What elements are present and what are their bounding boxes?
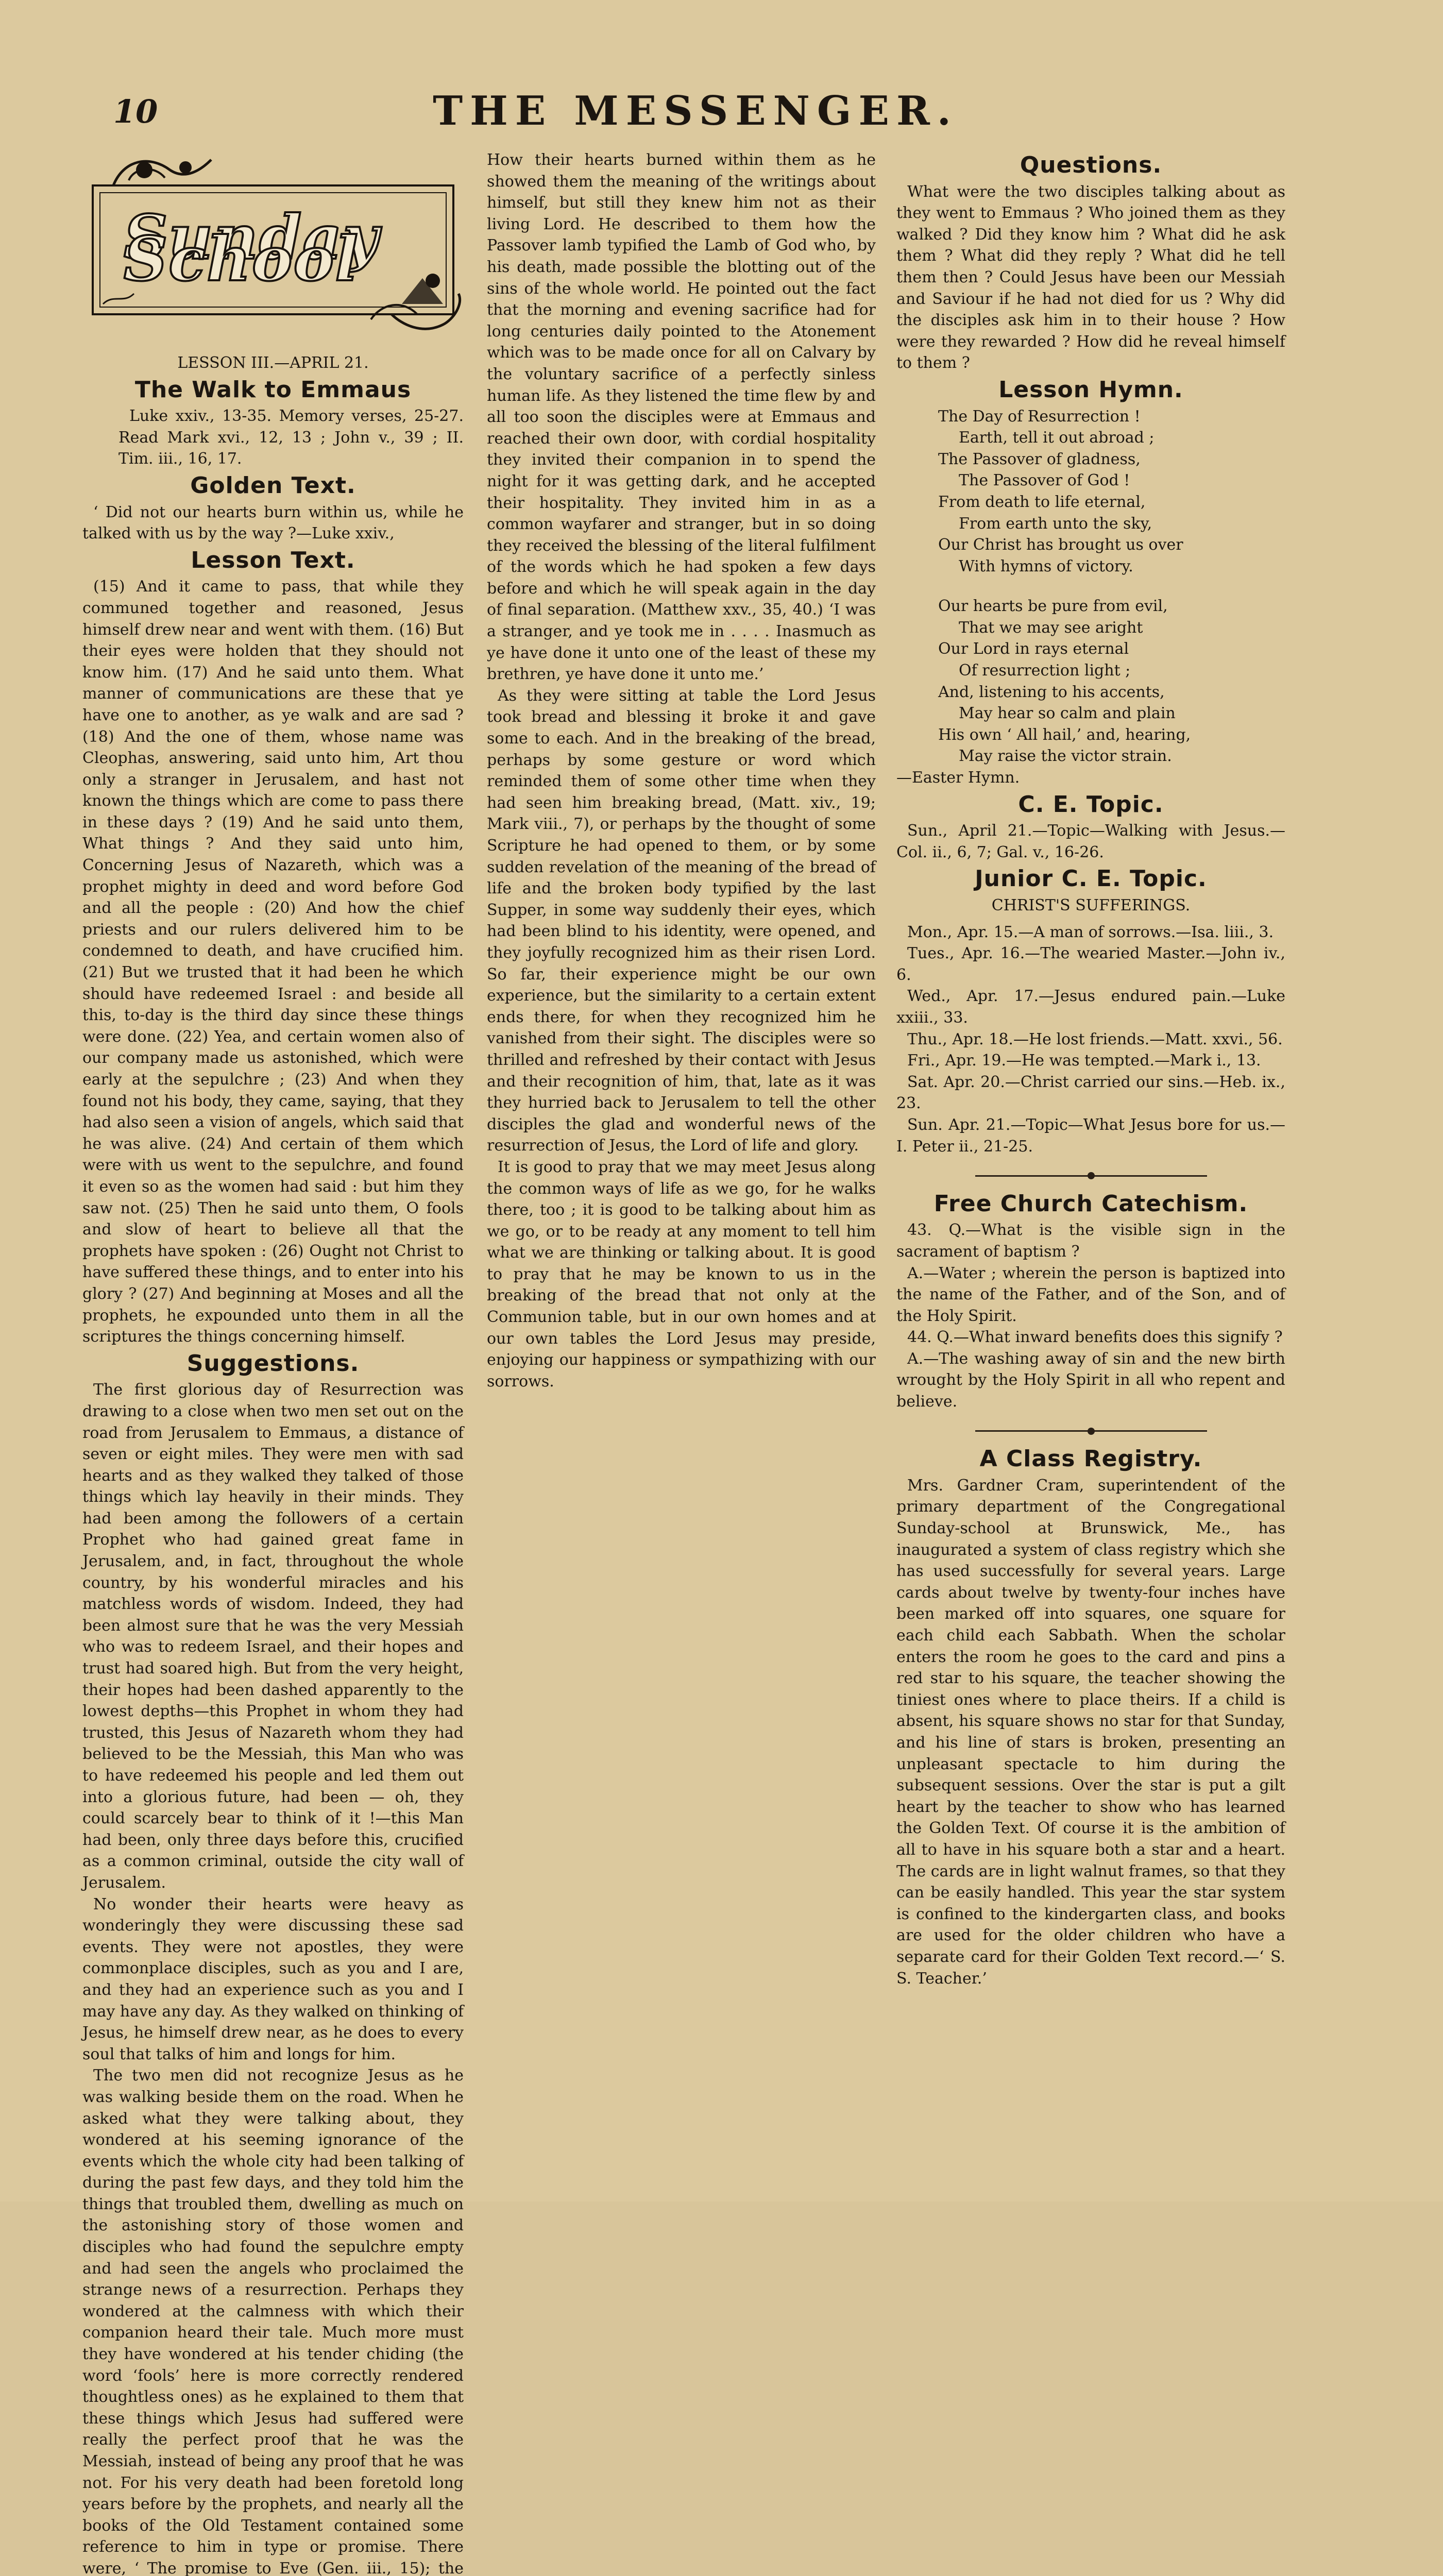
lesson-references: Luke xxiv., 13-35. Memory verses, 25-27. Read Mark xvi., 12, 13 ; John v., 39 ; II. Tim. iii., 16, 17. — [118, 407, 464, 468]
hymn-line: The Passover of gladness, — [938, 450, 1141, 468]
junior-topic-item: Mon., Apr. 15.—A man of sorrows.—Isa. liii., 3. — [907, 923, 1274, 941]
junior-topic-item: Fri., Apr. 19.—He was tempted.—Mark i., 13. — [907, 1052, 1261, 1070]
hymn-line: From earth unto the sky, — [959, 514, 1152, 533]
catechism-item: A.—Water ; wherein the person is baptized into the name of the Father, and of the Son, and of the Holy Spirit. — [896, 1264, 1285, 1325]
column-1 — [82, 149, 464, 2576]
catechism-title: Free Church Catechism. — [933, 1190, 1248, 1217]
hymn-title: Lesson Hymn. — [998, 376, 1183, 403]
junior-topic-item: Wed., Apr. 17.—Jesus endured pain.—Luke xxiii., 33. — [896, 987, 1285, 1027]
hymn-line: From death to life eternal, — [938, 493, 1146, 511]
suggestions-paragraph: As they were sitting at table the Lord Jesus took bread and blessing it broke it and gave some to each. And in the breaking of the bread, perhaps by some gesture or word which reminded them of some other time when they had seen him breaking bread, (Matt. xiv., 19; Mark viii., 7), or perhaps by the thought of some Scripture he had opened to them, or by some sudden revelation of the meaning of the bread of life and the broken body typified by the last Supper, in some way suddenly their eyes, which had been blind to his identity, were opened, and they joyfully recognized him as their risen Lord. So far, their experience might be our own experience, but the similarity to a certain extent ends there, for when they recognized him he vanished from their sight. The disciples were so thrilled and refreshed by their contact with Jesus and their recognition of him, that, late as it was they hurried back to Jerusalem to tell the other disciples the glad and wonderful news of the resurrection of Jesus, the Lord of life and glory. — [487, 686, 876, 1155]
sunday-school-logo — [82, 149, 474, 345]
catechism-item: A.—The washing away of sin and the new birth wrought by the Holy Spirit in all who repent and believe. — [896, 1349, 1285, 1411]
golden-text-title: Golden Text. — [190, 472, 356, 499]
lesson-text: (15) And it came to pass, that while they communed together and reasoned, Jesus himself drew near and went with them. (16) But their eyes were holden that they should not know him. (17) And he said unto them. What manner of communications are these that ye have one to another, as ye walk and are sad ? (18) And the one of them, whose name was Cleophas, answering, said unto him, Art thou only a stranger in Jerusalem, and hast not known the things which are come to pass there in these days ? (19) And he said unto them, What things ? And they said unto him, Concerning Jesus of Nazareth, which was a prophet mighty in deed and word before God and all the people : (20) And how the chief priests and our rulers delivered him to be condemned to death, and have crucified him. (21) But we trusted that it had been he which should have redeemed Israel : and beside all this, to-day is the third day since these things were done. (22) Yea, and certain women also of our company made us astonished, which were early at the sepulchre ; (23) And when they found not his body, they came, saying, that they had also seen a vision of angels, which said that he was alive. (24) And certain of them which were with us went to the sepulchre, and found it even so as the women had said : but him they saw not. (25) Then he said unto them, O fools and slow of heart to believe all that the prophets have spoken : (26) Ought not Christ to have suffered these things, and to enter into his glory ? (27) And beginning at Moses and all the prophets, he expounded unto them in all the scriptures the things concerning himself. — [82, 578, 464, 1346]
catechism-item: 44. Q.—What inward benefits does this signify ? — [907, 1328, 1283, 1347]
hymn-line: Our hearts be pure from evil, — [938, 597, 1168, 616]
hymn-line: The Day of Resurrection ! — [938, 407, 1141, 426]
registry-title: A Class Registry. — [979, 1446, 1202, 1472]
ce-topic-text: Sun., April 21.—Topic—Walking with Jesus.—Col. ii., 6, 7; Gal. v., 16-26. — [896, 822, 1285, 861]
page-number: 10 — [113, 93, 158, 130]
junior-topic-item: Thu., Apr. 18.—He lost friends.—Matt. xxvi., 56. — [907, 1030, 1283, 1048]
suggestions-paragraph: It is good to pray that we may meet Jesus along the common ways of life as we go, for he walks there, too ; it is good to be talking about him as we go, or to be ready at any moment to tell him what we are thinking or talking about. It is good to pray that he may be known to us in the breaking of the bread that not only at the Communion table, but in our own homes and at our own tables the Lord Jesus may preside, enjoying our happiness or sympathizing with our sorrows. — [487, 1158, 876, 1391]
hymn-line: May raise the victor strain. — [959, 747, 1172, 766]
suggestions-paragraph: The two men did not recognize Jesus as he was walking beside them on the road. When he asked what they were talking about, they wondered at his seeming ignorance of the events which the whole city had been talking of during the past few days, and they told him the things that troubled them, dwelling as much on the astonishing story of those women and disciples who had found the sepulchre empty and had seen the angels who proclaimed the strange news of a resurrection. Perhaps they wondered at the calmness with which their companion heard their tale. Much more must they have wondered at his tender chiding (the word ‘fools’ here is more correctly rendered thoughtless ones) as he explained to them that these things which Jesus had suffered were really the perfect proof that he was the Messiah, instead of being any proof that he was not. For his very death had been foretold long years before by the prophets, and nearly all the books of the Old Testament contained some reference to him in type or promise. There were, ‘ The promise to Eve (Gen. iii., 15); the — [82, 2066, 464, 2576]
hymn-line: His own ‘ All hail,’ and, hearing, — [938, 725, 1191, 744]
hymn-line: That we may see aright — [959, 618, 1143, 637]
junior-topic-title: Junior C. E. Topic. — [975, 866, 1207, 892]
junior-topic-item: Sat. Apr. 20.—Christ carried our sins.—Heb. ix., 23. — [896, 1073, 1285, 1113]
hymn-line: Our Lord in rays eternal — [938, 640, 1129, 658]
column-3 — [896, 149, 1285, 1989]
hymn-line: May hear so calm and plain — [959, 704, 1176, 723]
logo-text: Sunday School — [124, 201, 380, 295]
suggestions-paragraph: No wonder their hearts were heavy as wonderingly they were discussing these sad events. They were not apostles, they were commonplace disciples, such as you and I are, and they had an experience such as you and I may have any day. As they walked on thinking of Jesus, he himself drew near, as he does to every soul that talks of him and longs for him. — [82, 1895, 464, 2063]
hymn-line: Of resurrection light ; — [959, 662, 1131, 680]
page-header — [103, 88, 1288, 134]
lesson-text-title: Lesson Text. — [191, 547, 355, 573]
hymn-line: Earth, tell it out abroad ; — [959, 429, 1155, 447]
section-divider — [896, 1420, 1285, 1442]
junior-topic-subtitle: CHRIST'S SUFFERINGS. — [991, 896, 1191, 914]
suggestions-title: Suggestions. — [186, 1350, 360, 1377]
lesson-number-date: LESSON III.—APRIL 21. — [177, 354, 369, 372]
suggestions-paragraph: How their hearts burned within them as he showed them the meaning of the writings about himself, but still they knew him not as their living Lord. He described to them how the Passover lamb typified the Lamb of God who, by his death, made possible the blotting out of the sins of the whole world. He pointed out the fact that the morning and evening sacrifice had for long centuries daily pointed to the Atonement which was to be made once for all on Calvary by the voluntary sacrifice of a perfectly sinless human life. As they listened the time flew by and all too soon the disciples were at Emmaus and reached their own door, with cordial hospitality they invited their companion in to spend the night for it was getting dark, and he accepted their hospitality. They invited him in as a common wayfarer and stranger, but in so doing they received the blessing of the literal fulfilment of the words which he had spoken a few days before and which he will speak again in the day of final separation. (Matthew xxv., 35, 40.) ‘I was a stranger, and ye took me in . . . . Inasmuch as ye have done it unto one of the least of these my brethren, ye have done it unto me.’ — [487, 151, 876, 684]
junior-topic-item: Tues., Apr. 16.—The wearied Master.—John iv., 6. — [896, 944, 1285, 984]
hymn-attribution: —Easter Hymn. — [896, 769, 1020, 787]
questions-text: What were the two disciples talking about as they went to Emmaus ? Who joined them as they walked ? Did they know him ? What did he ask them ? What did they reply ? What did he tell them then ? Could Jesus have been our Messiah and Saviour if he had not died for us ? Why did the disciples ask him in to their house ? How were they rewarded ? How did he reveal himself to them ? — [896, 182, 1285, 372]
golden-text: ‘ Did not our hearts burn within us, while he talked with us by the way ?—Luke xxiv., — [82, 503, 464, 543]
section-divider — [896, 1164, 1285, 1186]
lesson-title: The Walk to Emmaus — [134, 376, 412, 403]
hymn-line: Our Christ has brought us over — [938, 536, 1183, 554]
catechism-item: 43. Q.—What is the visible sign in the sacrament of baptism ? — [896, 1221, 1285, 1261]
column-2 — [487, 149, 876, 1392]
suggestions-paragraph: The first glorious day of Resurrection was drawing to a close when two men set out on the road from Jerusalem to Emmaus, a distance of seven or eight miles. They were men with sad hearts and as they walked they talked of those things which lay heavily in their minds. They had been among the followers of a certain Prophet who had gained great fame in Jerusalem, and, in fact, throughout the whole country, by his wonderful miracles and his matchless words of wisdom. Indeed, they had been almost sure that he was the very Messiah who was to redeem Israel, and their hopes and trust had soared high. But from the very height, their hopes had been dashed apparently to the lowest depths—this Prophet in whom they had trusted, this Jesus of Nazareth whom they had believed to be the Messiah, this Man who was to have redeemed his people and led them out into a glorious future, had been — oh, they could scarcely bear to think of it !—this Man had been, only three days before this, crucified as a common criminal, outside the city wall of Jerusalem. — [82, 1381, 464, 1892]
hymn-line: And, listening to his accents, — [938, 683, 1165, 701]
questions-title: Questions. — [1020, 152, 1162, 178]
junior-topic-item: Sun. Apr. 21.—Topic—What Jesus bore for us.—I. Peter ii., 21-25. — [896, 1115, 1285, 1156]
hymn-line: The Passover of God ! — [959, 471, 1130, 490]
masthead: THE MESSENGER. — [433, 88, 958, 134]
ce-topic-title: C. E. Topic. — [1018, 791, 1164, 818]
registry-text: Mrs. Gardner Cram, superintendent of the primary department of the Congregational Sunday-school at Brunswick, Me., has inaugurated a system of class registry which she has used successfully for several years. Large cards about twelve by twenty-four inches have been marked off into squares, one square for each child each Sabbath. When the scholar enters the room he goes to the card and pins a red star to his square, the teacher showing the tiniest ones where to place theirs. If a child is absent, his square shows no star for that Sunday, and his line of stars is broken, presenting an unpleasant spectacle to him during the subsequent sessions. Over the star is put a gilt heart by the teacher to show who has learned the Golden Text. Of course it is the ambition of all to have in his square both a star and a heart. The cards are in light walnut frames, so that they can be easily handled. This year the star system is confined to the kindergarten class, and books are used for the older children who have a separate card for their Golden Text record.—‘ S. S. Teacher.’ — [896, 1476, 1285, 1988]
hymn-line: With hymns of victory. — [959, 557, 1133, 575]
hymn-verses — [896, 406, 1285, 768]
